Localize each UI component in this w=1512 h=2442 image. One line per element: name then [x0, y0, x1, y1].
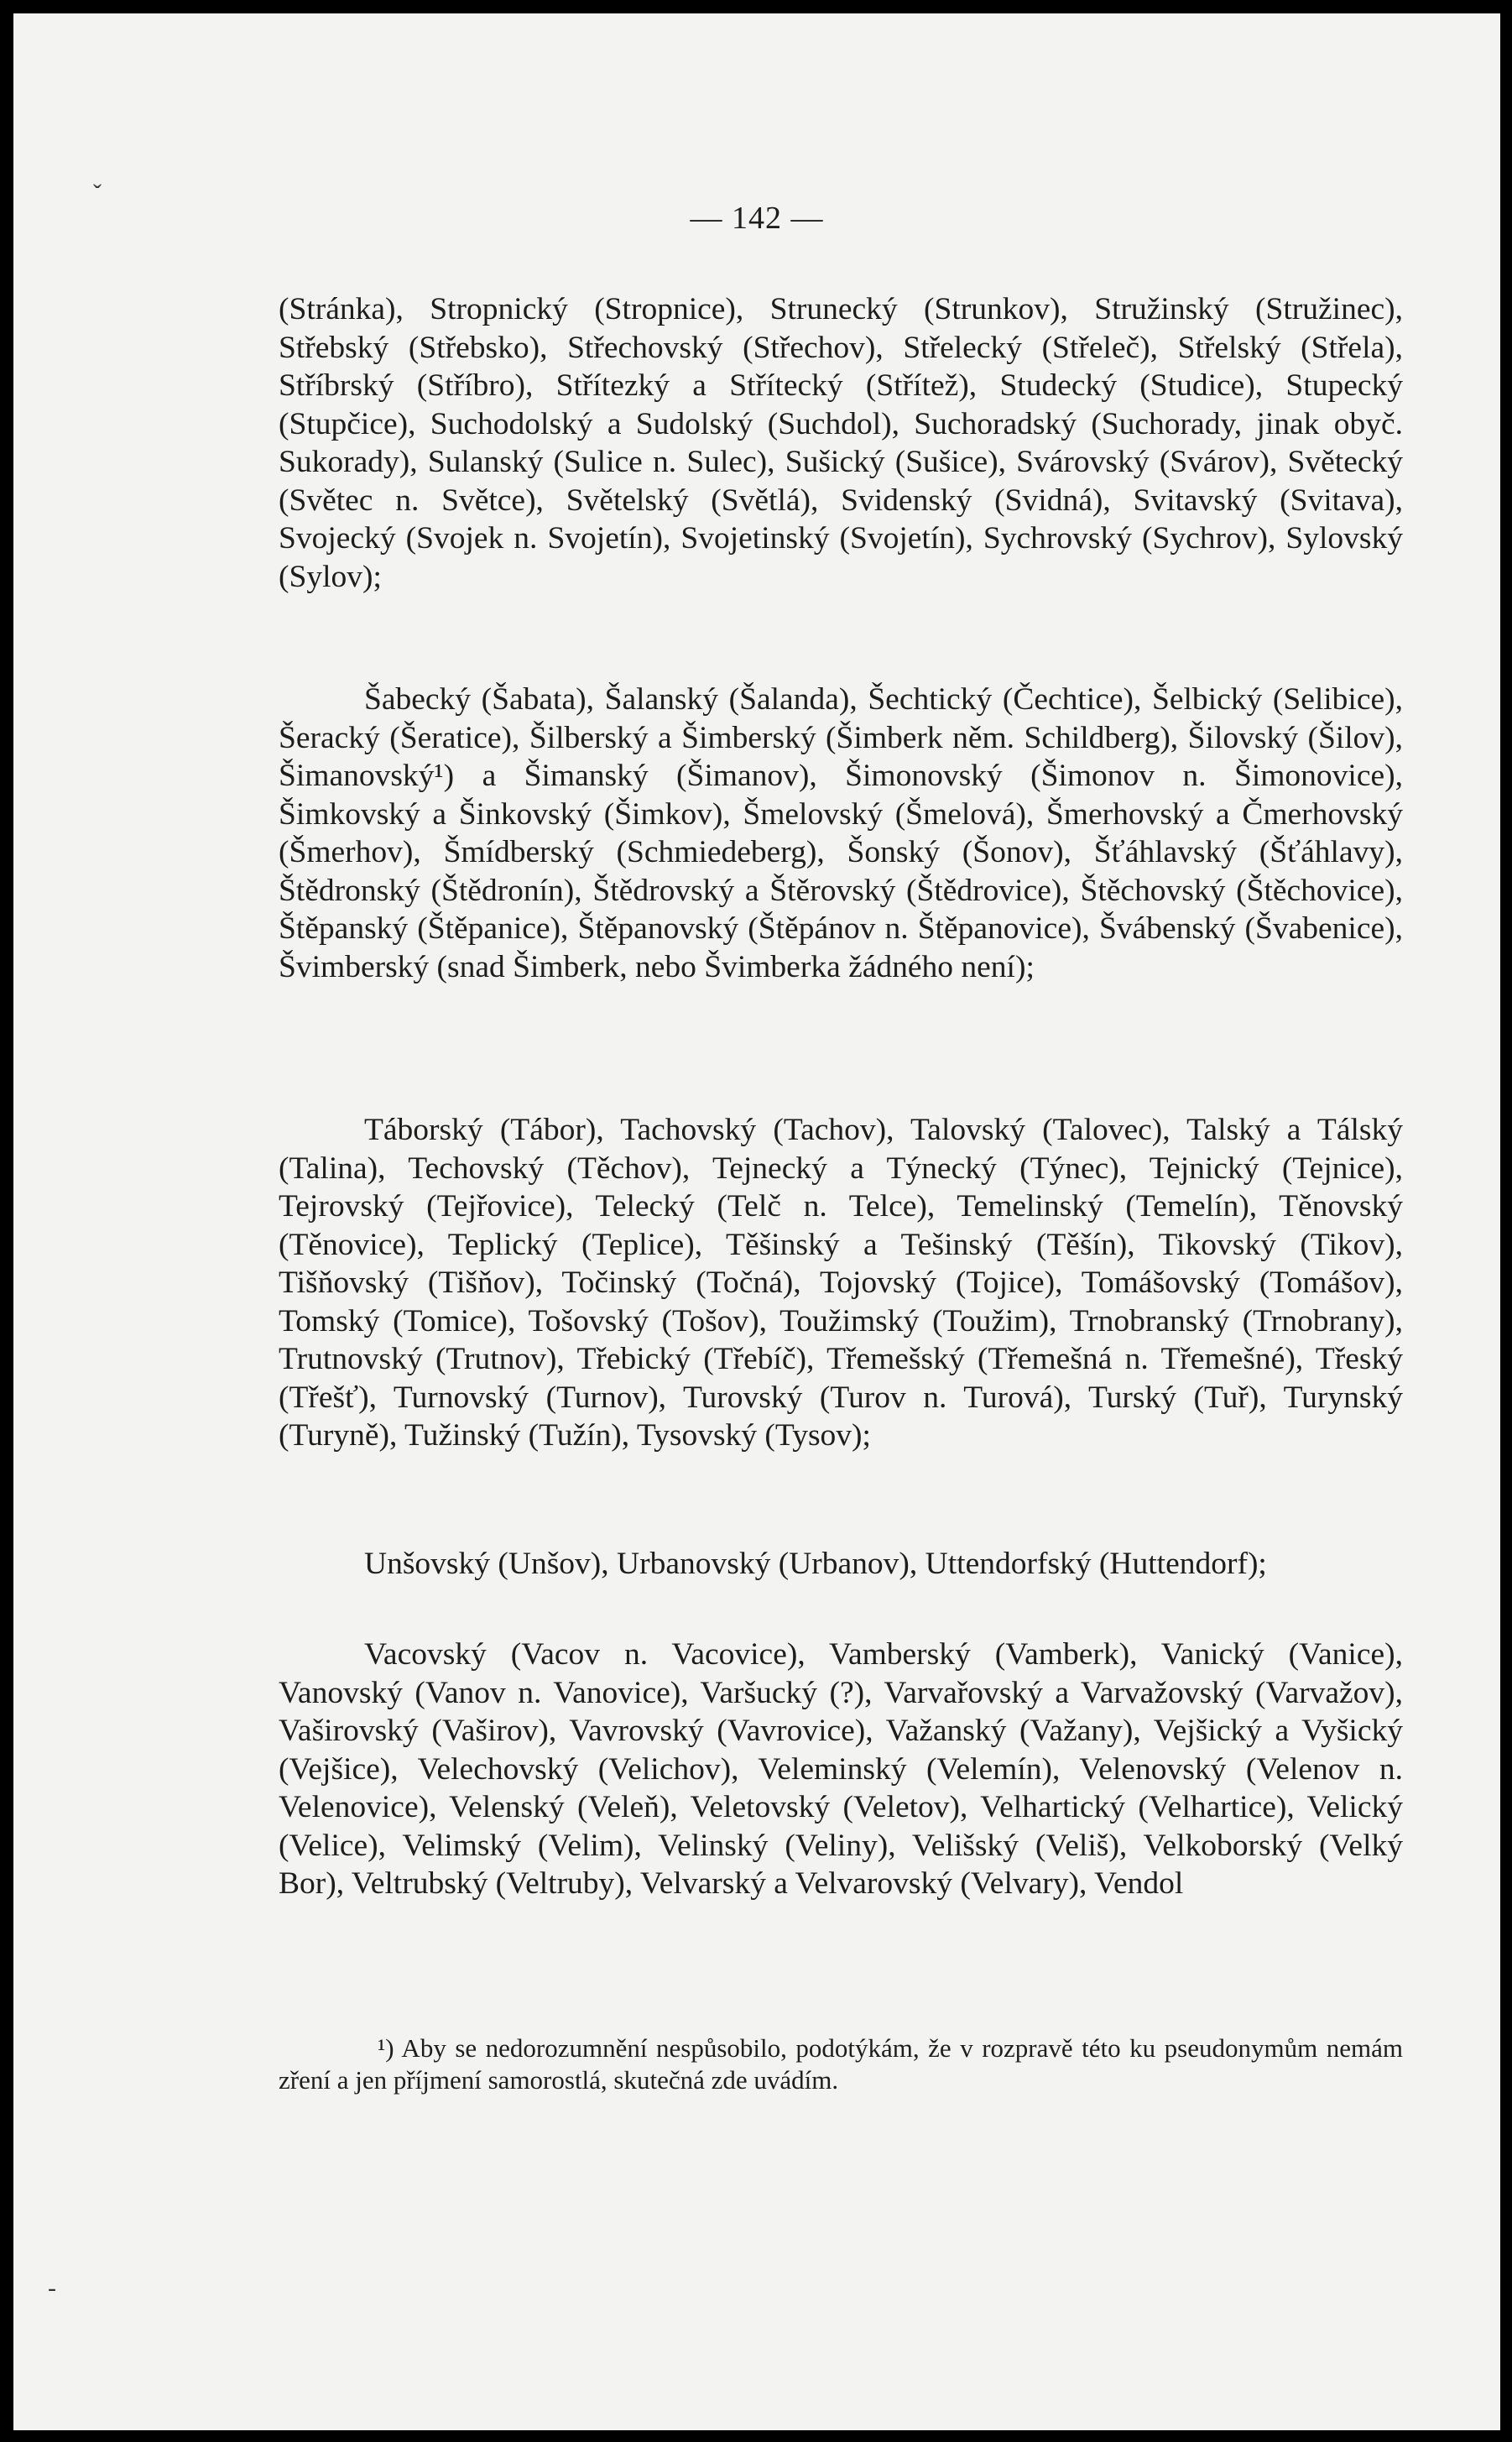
- stray-mark-bottom: -: [48, 2274, 56, 2302]
- paragraph-v-names: [279, 1636, 1403, 1903]
- paragraph-u-names: [279, 1545, 1403, 1584]
- paragraph-sh-names: [279, 681, 1403, 986]
- paragraph-text: Táborský (Tábor), Tachovský (Tachov), Talovský (Talovec), Talský a Tálský (Talina), Techovský (Těchov), Tejnecký a Týnecký (Týnec), Tejnický (Tejnice), Tejrovský (Tejřovice), Telecký (Telč n. Telce), Temelinský (Temelín), Těnovský (Těnovice), Teplický (Teplice), Těšinský a Tešinský (Těšín), Tikovský (Tikov), Tišňovský (Tišňov), Točinský (Točná), Tojovský (Tojice), Tomášovský (Tomášov), Tomský (Tomice), Tošovský (Tošov), Toužimský (Toužim), Trnobranský (Trnobrany), Trutnovský (Trutnov), Třebický (Třebíč), Třemešský (Třemešná n. Třemešné), Třeský (Třešť), Turnovský (Turnov), Turovský (Turov n. Turová), Turský (Tuř), Turynský (Turyně), Tužinský (Tužín), Tysovský (Tysov);: [279, 1113, 1403, 1453]
- page-number: — 142 —: [690, 201, 824, 236]
- book-page: [13, 13, 1500, 2430]
- paragraph-t-names: [279, 1111, 1403, 1455]
- paragraph-text: (Stránka), Stropnický (Stropnice), Strunecký (Strunkov), Stružinský (Stružinec), Střebský (Střebsko), Střechovský (Střechov), Střelecký (Střeleč), Střelský (Střela), Stříbrský (Stříbro), Střítezký a Střítecký (Střítež), Studecký (Studice), Stupecký (Stupčice), Suchodolský a Sudolský (Suchdol), Suchoradský (Suchorady, jinak obyč. Sukorady), Sulanský (Sulice n. Sulec), Sušický (Sušice), Svárovský (Svárov), Světecký (Světec n. Světce), Světelský (Světlá), Svidenský (Svidná), Svitavský (Svitava), Svojecký (Svojek n. Svojetín), Svojetinský (Svojetín), Sychrovský (Sychrov), Sylovský (Sylov);: [279, 292, 1403, 594]
- footnote: ¹) Aby se nedorozumnění nespůsobilo, podotýkám, že v rozpravě této ku pseudonymům nemám zření a jen příjmení samorostlá, skutečná zde uvádím.: [279, 2033, 1403, 2095]
- paragraph-s-names: [279, 290, 1403, 596]
- paragraph-text: Unšovský (Unšov), Urbanovský (Urbanov), Uttendorfský (Huttendorf);: [364, 1547, 1267, 1581]
- paragraph-text: Šabecký (Šabata), Šalanský (Šalanda), Šechtický (Čechtice), Šelbický (Selibice), Šeracký (Šeratice), Šilberský a Šimberský (Šimberk něm. Schildberg), Šilovský (Šilov), Šimanovský¹) a Šimanský (Šimanov), Šimonovský (Šimonov n. Šimonovice), Šimkovský a Šinkovský (Šimkov), Šmelovský (Šmelová), Šmerhovský a Čmerhovský (Šmerhov), Šmídberský (Schmiedeberg), Šonský (Šonov), Šťáhlavský (Šťáhlavy), Štědronský (Štědronín), Štědrovský a Štěrovský (Štědrovice), Štěchovský (Štěchovice), Štěpanský (Štěpanice), Štěpanovský (Štěpánov n. Štěpanovice), Švábenský (Švabenice), Švimberský (snad Šimberk, nebo Švimberka žádného není);: [279, 682, 1403, 984]
- stray-mark-top: ˇ: [93, 180, 102, 207]
- paragraph-text: Vacovský (Vacov n. Vacovice), Vamberský (Vamberk), Vanický (Vanice), Vanovský (Vanov n. Vanovice), Varšucký (?), Varvařovský a Varvažovský (Varvažov), Vaširovský (Vaširov), Vavrovský (Vavrovice), Važanský (Važany), Vejšický a Vyšický (Vejšice), Velechovský (Velichov), Veleminský (Velemín), Velenovský (Velenov n. Velenovice), Velenský (Veleň), Veletovský (Veletov), Velhartický (Velhartice), Velický (Velice), Velimský (Velim), Velinský (Veliny), Velišský (Veliš), Velkoborský (Velký Bor), Veltrubský (Veltruby), Velvarský a Velvarovský (Velvary), Vendol: [279, 1637, 1403, 1901]
